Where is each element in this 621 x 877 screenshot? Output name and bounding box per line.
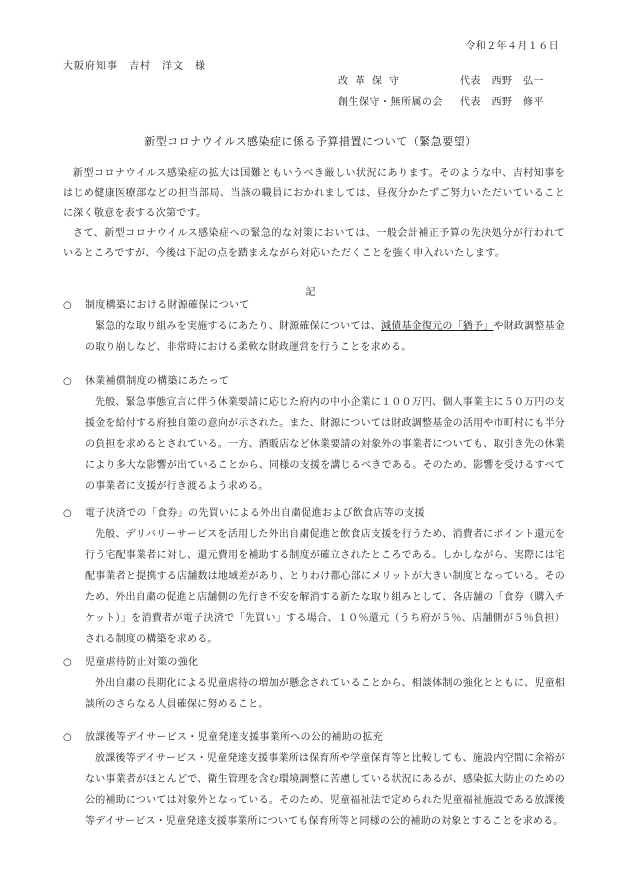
circle-bullet-icon: ○ [63, 376, 73, 387]
underlined-emphasis: 減債基金復元の「猶予」 [381, 321, 494, 332]
sender-representative: 代表 西野 弘一 [460, 76, 544, 87]
section-heading [63, 375, 565, 389]
sender-line [338, 76, 544, 88]
request-section [63, 656, 565, 715]
intro-paragraph: 新型コロナウイルス感染症の拡大は国難ともいうべき厳しい状況にあります。そのような中、吉村知事をはじめ健康医療部などの担当部局、当該の職員におかれましては、昼夜分かたずご努力いただいていることに深く敬意を表する次第です。 [63, 168, 565, 219]
section-body: 先般、緊急事態宣言に伴う休業要請に応じた府内の中小企業に１００万円、個人事業主に５０万円の支援金を給付する府独自策の意向が示された。また、財源については財政調整基金の活用や市町村にも半分の負担を求めるとされている。一方、酒販店など休業要請の対象外の事業者についても、取引き先の休業により多大な影響が出ていることから、同様の支援を講じるべきである。そのため、影響を受けるすべての事業者に支援が行き渡るよう求める。 [85, 397, 565, 492]
sender-representative: 代表 西野 修平 [460, 97, 544, 108]
section-heading [63, 656, 565, 670]
addressee: 大阪府知事 吉村 洋文 様 [63, 61, 206, 72]
section-body [85, 316, 565, 358]
ki-marker: 記 [305, 287, 316, 298]
section-heading-text: 制度構築における財源確保について [85, 300, 250, 311]
circle-bullet-icon: ○ [63, 508, 73, 519]
section-body: 放課後等デイサービス・児童発達支援事業所は保育所や学童保育等と比較しても、施設内空間に余裕がない事業者がほとんどで、衛生管理を含む環境調整に苦慮している状況にあるが、感染拡大防止のための公的補助については対象外となっている。そのため、児童福祉法で定められた児童福祉施設である放課後等デイサービス・児童発達支援事業所についても保育所等と同様の公的補助の対象とすることを求める。 [85, 753, 565, 827]
section-heading-text: 休業補償制度の構築にあたって [85, 376, 230, 387]
intro-paragraph: さて、新型コロナウイルス感染症への緊急的な対策においては、一般会計補正予算の先決処分が行われているところですが、今後は下記の点を踏まえながら対応いただくことを強く申入れいたします。 [63, 228, 565, 259]
sender-line [338, 97, 544, 109]
document-date: 令和２年４月１６日 [465, 41, 559, 52]
section-heading [63, 299, 565, 313]
request-section [63, 299, 565, 358]
circle-bullet-icon: ○ [63, 300, 73, 311]
section-heading-text: 放課後等デイサービス・児童発達支援事業所への公的補助の拡充 [85, 732, 383, 743]
section-heading-text: 児童虐待防止対策の強化 [85, 657, 199, 668]
section-body-text: 緊急的な取り組みを実施するにあたり、財源確保については、 [95, 321, 382, 332]
intro-text [63, 164, 565, 264]
document-title: 新型コロナウイルス感染症に係る予算措置について（緊急要望） [144, 135, 477, 148]
section-heading-text: 電子決済での「食券」の先買いによる外出自粛促進および飲食店等の支援 [85, 508, 425, 519]
circle-bullet-icon: ○ [63, 732, 73, 743]
section-body: 先般、デリバリーサービスを活用した外出自粛促進と飲食店支援を行うため、消費者にポイント還元を行う宅配事業者に対し、還元費用を補助する制度が確立されたところである。しかしながら、実際には宅配事業者と提携する店舗数は地域差があり、とりわけ都心部にメリットが大きい制度となっている。そのため、外出自粛の促進と店舗側の先行き不安を解消する新たな取り組みとして、各店舗の「食券（購入チケット）」を消費者が電子決済で「先買い」する場合、１０％還元（うち府が５％、店舗側が５％負担）される制度の構築を求める。 [85, 529, 565, 645]
section-heading [63, 731, 565, 745]
section-body: 外出自粛の長期化による児童虐待の増加が懸念されていることから、相談体制の強化とともに、児童相談所のさらなる人員確保に努めること。 [85, 678, 565, 710]
request-section [63, 507, 565, 650]
request-section [63, 731, 565, 832]
circle-bullet-icon: ○ [63, 657, 73, 668]
section-heading [63, 507, 565, 521]
sender-organization: 創生保守・無所属の会 [338, 97, 443, 108]
request-section [63, 375, 565, 497]
sender-organization: 改革保守 [338, 76, 406, 87]
section-body-text: や財政調整基金の取り崩しなど、非常時における柔軟な財政運営を行うことを求める。 [85, 321, 566, 353]
